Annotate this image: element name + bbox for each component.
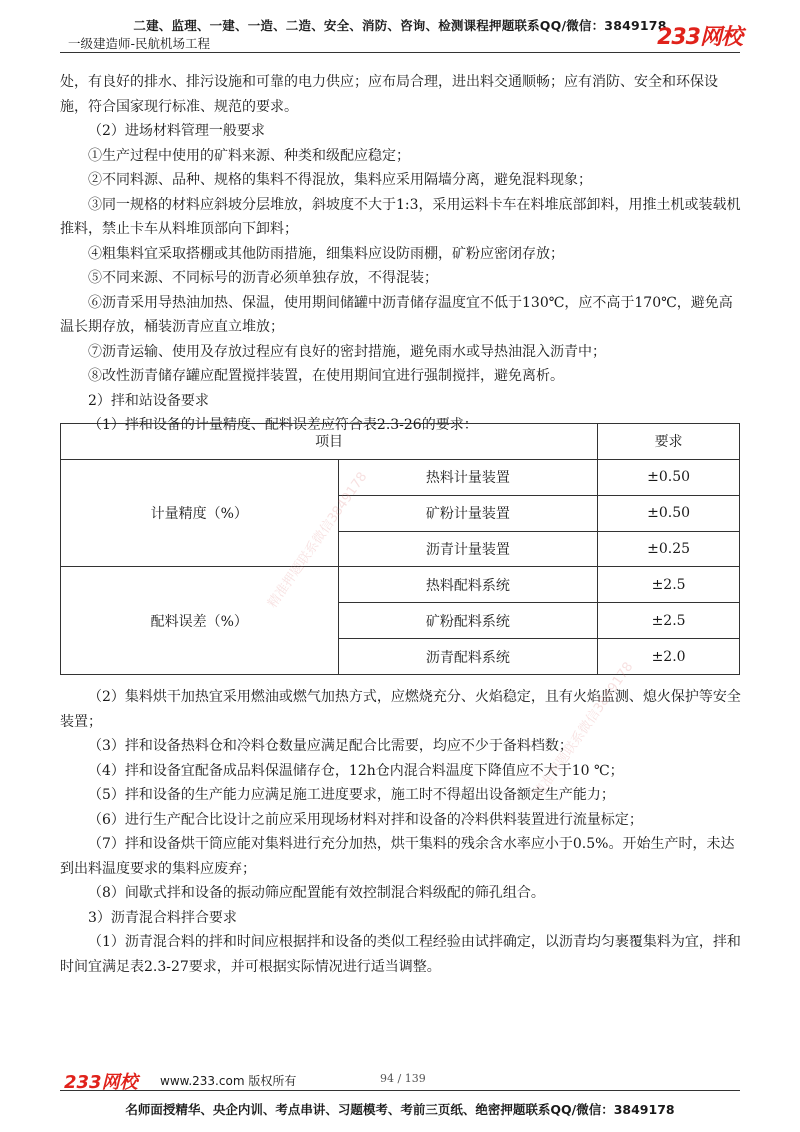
row-requirement: ±0.50 (598, 459, 740, 495)
page-number: 94 / 139 (380, 1072, 426, 1085)
row-requirement: ±0.25 (598, 531, 740, 567)
document-subtitle: 一级建造师-民航机场工程 (68, 36, 211, 51)
body-text-after (60, 685, 743, 979)
paragraph: 3）沥青混合料拌合要求 (88, 909, 237, 926)
paragraph: （8）间歇式拌和设备的振动筛应配置能有效控制混合料级配的筛孔组合。 (88, 885, 545, 901)
table-header-row (61, 424, 740, 460)
header-item: 项目 (61, 424, 598, 460)
row-requirement: ±2.0 (598, 639, 740, 675)
paragraph: （4）拌和设备宜配备成品料保温储存仓，12h仓内混合料温度下降值应不大于10 ℃； (88, 762, 624, 779)
paragraph: ③同一规格的材料应斜坡分层堆放，斜坡度不大于1:3，采用运料卡车在料堆底部卸料，用推土机或装载机推料，禁止卡车从料堆顶部向下卸料； (60, 196, 741, 237)
row-requirement: ±2.5 (598, 603, 740, 639)
footer-site-link[interactable]: www.233.com 版权所有 (160, 1074, 297, 1088)
row-item: 热料配料系统 (338, 567, 598, 603)
footer-logo[interactable]: 233网校 (64, 1072, 138, 1093)
table-row (61, 459, 740, 495)
paragraph: 处，有良好的排水、排污设施和可靠的电力供应；应布局合理，进出料交通顺畅；应有消防、安全和环保设施，符合国家现行标准、规范的要求。 (60, 74, 718, 115)
paragraph: ②不同料源、品种、规格的集料不得混放，集料应采用隔墙分离，避免混料现象； (88, 172, 592, 188)
paragraph: （1）拌和设备的计量精度、配料误差应符合表2.3-26的要求： (88, 417, 478, 433)
paragraph: ⑧改性沥青储存罐应配置搅拌装置，在使用期间宜进行强制搅拌，避免离析。 (88, 368, 564, 384)
paragraph: （1）沥青混合料的拌和时间应根据拌和设备的类似工程经验由试拌确定，以沥青均匀裹覆集料为宜，拌和时间宜满足表2.3-27要求，并可根据实际情况进行适当调整。 (60, 934, 741, 975)
paragraph: ①生产过程中使用的矿料来源、种类和级配应稳定； (88, 147, 410, 164)
paragraph: （2）进场材料管理一般要求 (88, 123, 265, 139)
header-promo-line: 二建、监理、一建、一造、二造、安全、消防、咨询、检测课程押题联系QQ/微信：3849178 (133, 18, 667, 33)
row-item: 沥青配料系统 (338, 639, 598, 675)
paragraph: ⑦沥青运输、使用及存放过程应有良好的密封措施，避免雨水或导热油混入沥青中； (88, 343, 606, 360)
site-logo[interactable]: 233网校 (657, 25, 742, 50)
paragraph: （6）进行生产配合比设计之前应采用现场材料对拌和设备的冷料供料装置进行流量标定； (88, 811, 643, 828)
table-row (61, 567, 740, 603)
row-requirement: ±2.5 (598, 567, 740, 603)
paragraph: ④粗集料宜采取搭棚或其他防雨措施，细集料应设防雨棚，矿粉应密闭存放； (88, 245, 564, 262)
row-item: 矿粉配料系统 (338, 603, 598, 639)
paragraph: （2）集料烘干加热宜采用燃油或燃气加热方式，应燃烧充分、火焰稳定，且有火焰监测、熄火保护等安全装置； (60, 689, 741, 730)
paragraph: （5）拌和设备的生产能力应满足施工进度要求，施工时不得超出设备额定生产能力； (88, 787, 615, 803)
watermark: 精准押题联系微信3849178 (265, 469, 371, 611)
group-label: 计量精度（%） (61, 459, 339, 567)
group-label: 配料误差（%） (61, 567, 339, 675)
paragraph: ⑤不同来源、不同标号的沥青必须单独存放，不得混装； (88, 270, 438, 286)
watermark: 精准押题联系微信3849178 (531, 659, 637, 801)
row-item: 矿粉计量装置 (338, 495, 598, 531)
paragraph: （7）拌和设备烘干筒应能对集料进行充分加热，烘干集料的残余含水率应小于0.5%。开始生产时，未达到出料温度要求的集料应废弃； (60, 836, 735, 877)
equipment-precision-table (60, 423, 740, 675)
row-requirement: ±0.50 (598, 495, 740, 531)
paragraph: （3）拌和设备热料仓和冷料仓数量应满足配合比需要，均应不少于备料档数； (88, 738, 573, 754)
paragraph: ⑥沥青采用导热油加热、保温，使用期间储罐中沥青储存温度宜不低于130℃，应不高于170℃，避免高温长期存放，桶装沥青应直立堆放； (60, 294, 733, 335)
header-divider (60, 52, 740, 53)
row-item: 热料计量装置 (338, 459, 598, 495)
row-item: 沥青计量装置 (338, 531, 598, 567)
header-requirement: 要求 (598, 424, 740, 460)
footer-promo-line: 名师面授精华、央企内训、考点串讲、习题模考、考前三页纸、绝密押题联系QQ/微信：3849178 (125, 1102, 675, 1117)
footer-divider (60, 1090, 740, 1091)
paragraph: 2）拌和站设备要求 (88, 392, 209, 409)
body-text-before (60, 70, 743, 438)
